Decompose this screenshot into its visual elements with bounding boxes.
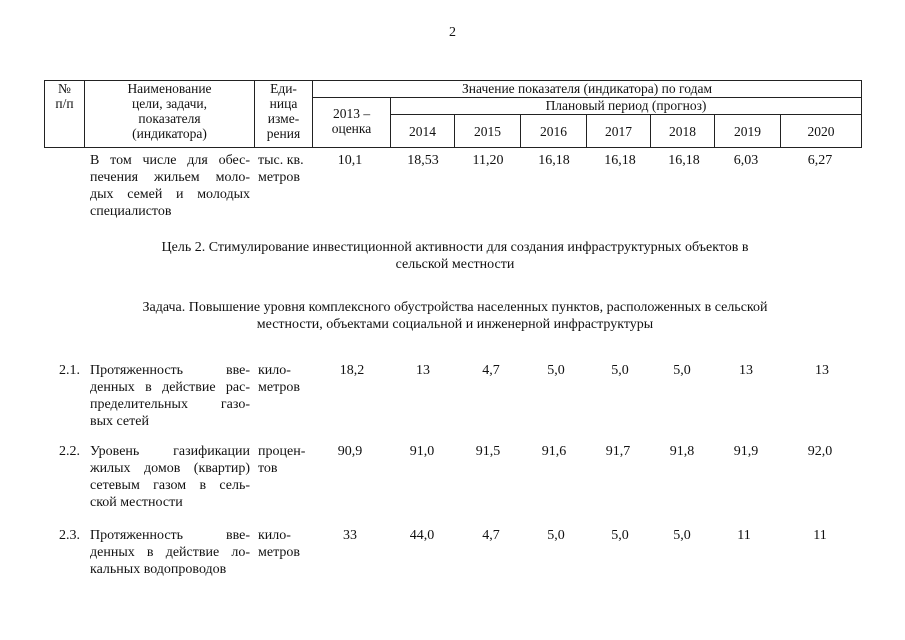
header-group-title: Значение показателя (индикатора) по годам <box>312 80 862 97</box>
label-line: Протяженность вве- <box>90 363 250 378</box>
row-value: 10,1 <box>337 153 363 168</box>
row-value: 4,7 <box>482 528 500 543</box>
label-line: денных в действие ло- <box>90 545 250 560</box>
row-value: 13 <box>416 363 430 378</box>
row-number: 2.3. <box>59 528 80 543</box>
row-value: 44,0 <box>409 528 435 543</box>
label-line: пределительных газо- <box>90 397 250 412</box>
unit-line: кило- <box>258 528 291 543</box>
header-col-name <box>84 80 254 148</box>
row-number: 2.1. <box>59 363 80 378</box>
label-line: денных в действие рас- <box>90 380 250 395</box>
row-number: 2.2. <box>59 444 80 459</box>
label-line: В том числе для обес- <box>90 153 250 168</box>
unit-line: метров <box>258 170 300 185</box>
task-heading <box>60 299 850 333</box>
row-value: 16,18 <box>604 153 636 168</box>
row-value: 91,7 <box>605 444 631 459</box>
header-text: показателя <box>138 111 201 126</box>
row-value: 11 <box>737 528 751 543</box>
heading-line: Цель 2. Стимулирование инвестиционной активности для создания инфраструктурных объектов в <box>161 240 749 255</box>
row-value: 91,9 <box>733 444 759 459</box>
row-value: 16,18 <box>538 153 570 168</box>
label-line: специалистов <box>90 204 172 219</box>
row-value: 33 <box>343 528 357 543</box>
row-value: 6,27 <box>807 153 833 168</box>
row-value: 90,9 <box>337 444 363 459</box>
label-line: Протяженность вве- <box>90 528 250 543</box>
row-value: 6,03 <box>733 153 759 168</box>
label-line: вых сетей <box>90 414 149 429</box>
label-line: печения жильем моло- <box>90 170 250 185</box>
row-value: 5,0 <box>673 528 691 543</box>
header-text: ница <box>269 96 298 111</box>
row-label <box>90 527 250 578</box>
row-label <box>90 362 250 430</box>
header-col-num <box>44 80 84 148</box>
unit-line: тыс. кв. <box>258 153 304 168</box>
row-unit <box>258 362 314 396</box>
header-text: рения <box>266 126 301 141</box>
header-text: оценка <box>331 121 372 136</box>
header-col-unit <box>254 80 312 148</box>
row-value: 11 <box>813 528 827 543</box>
header-year: 2016 <box>520 114 586 148</box>
goal-heading <box>60 239 850 273</box>
header-year: 2017 <box>586 114 650 148</box>
heading-line: местности, объектами социальной и инженерной инфраструктуры <box>256 317 654 332</box>
label-line: дых семей и молодых <box>90 187 250 202</box>
header-year: 2019 <box>714 114 780 148</box>
row-label <box>90 152 250 220</box>
header-text: изме- <box>267 111 300 126</box>
row-value: 91,0 <box>409 444 435 459</box>
label-line: Уровень газификации <box>90 444 250 459</box>
header-text: цели, задачи, <box>132 96 207 111</box>
row-value: 11,20 <box>472 153 504 168</box>
label-line: жилых домов (квартир) <box>90 461 250 476</box>
header-text: Еди- <box>270 81 297 96</box>
row-value: 5,0 <box>547 528 565 543</box>
row-value: 18,53 <box>407 153 439 168</box>
header-year: 2018 <box>650 114 714 148</box>
row-value: 13 <box>739 363 753 378</box>
row-value: 5,0 <box>673 363 691 378</box>
page-number: 2 <box>449 25 456 40</box>
header-text: Наименование <box>127 81 212 96</box>
row-label <box>90 443 250 511</box>
row-value: 5,0 <box>611 363 629 378</box>
label-line: кальных водопроводов <box>90 562 227 577</box>
row-value: 16,18 <box>668 153 700 168</box>
header-year: 2015 <box>454 114 520 148</box>
heading-line: Задача. Повышение уровня комплексного обустройства населенных пунктов, расположенных в сельской <box>142 300 768 315</box>
header-text: п/п <box>55 96 74 111</box>
header-text: (индикатора) <box>132 126 207 141</box>
unit-line: метров <box>258 380 300 395</box>
unit-line: процен- <box>258 444 306 459</box>
unit-line: тов <box>258 461 278 476</box>
row-unit <box>258 152 314 186</box>
header-plan-title: Плановый период (прогноз) <box>390 97 862 114</box>
unit-line: метров <box>258 545 300 560</box>
row-unit <box>258 527 314 561</box>
row-value: 92,0 <box>807 444 833 459</box>
heading-line: сельской местности <box>395 257 515 272</box>
row-value: 4,7 <box>482 363 500 378</box>
label-line: сетевым газом в сель- <box>90 478 250 493</box>
row-value: 5,0 <box>611 528 629 543</box>
header-text: № <box>58 81 71 96</box>
row-unit <box>258 443 314 477</box>
header-text: 2013 – <box>332 106 371 121</box>
row-value: 5,0 <box>547 363 565 378</box>
label-line: ской местности <box>90 495 183 510</box>
header-year: 2014 <box>390 114 454 148</box>
row-value: 18,2 <box>339 363 365 378</box>
unit-line: кило- <box>258 363 291 378</box>
header-base-year <box>312 97 390 148</box>
header-year: 2020 <box>780 114 862 148</box>
row-value: 13 <box>815 363 829 378</box>
row-value: 91,5 <box>475 444 501 459</box>
row-value: 91,8 <box>669 444 695 459</box>
row-value: 91,6 <box>541 444 567 459</box>
